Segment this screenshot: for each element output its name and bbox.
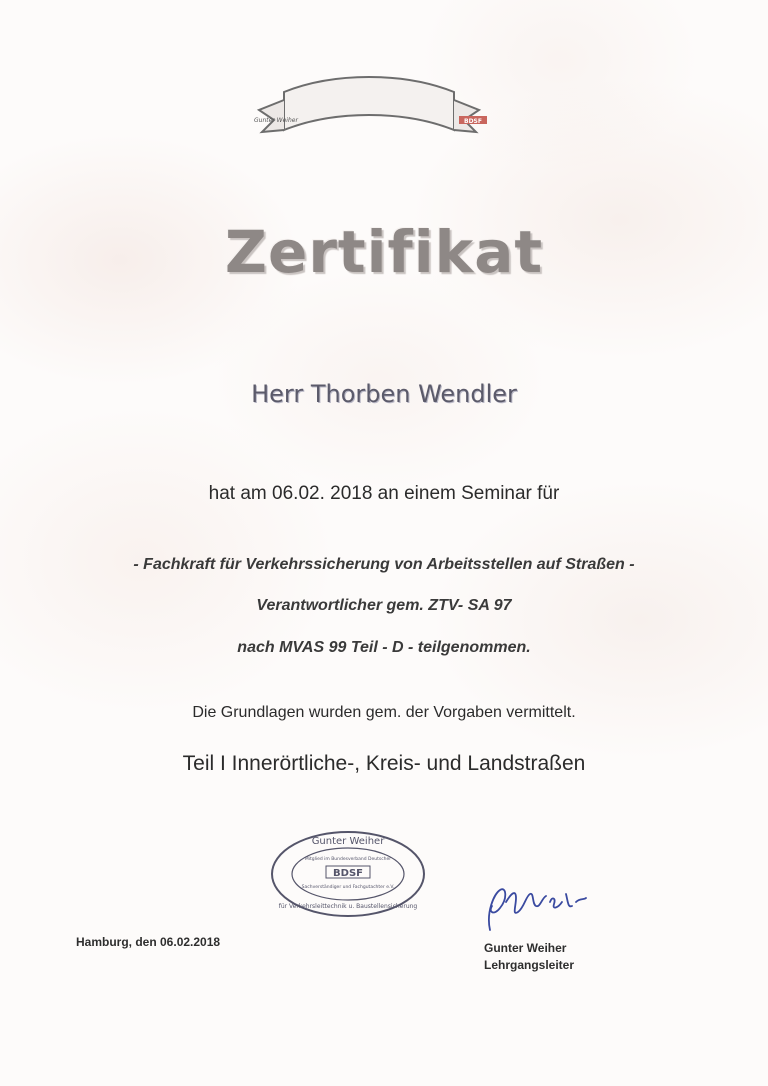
signer-block [484,940,574,974]
part-text: Teil I Innerörtliche-, Kreis- und Landstraßen [182,752,586,775]
place-date: Hamburg, den 06.02.2018 [76,935,221,949]
intro-text: hat am 06.02. 2018 an einem Seminar für [208,483,560,504]
qualification-line-3: nach MVAS 99 Teil - D - teilgenommen. [237,639,531,656]
certificate-title: Zertifikat [224,218,544,286]
handwritten-signature [476,872,596,938]
stamp-bottom-text: für Verkehrsleittechnik u. Baustellensicherung [278,903,418,910]
stamp-inner-text-2: BDSF [333,868,363,879]
stamp-top-text: Gunter Weiher [311,836,385,847]
qualification-line-1: - Fachkraft für Verkehrssicherung von Arbeitsstellen auf Straßen - [133,556,635,573]
stamp-inner-text-3: Sachverständiger und Fachgutachter e.V. [301,885,395,890]
signer-role: Lehrgangsleiter [484,958,575,972]
logo-mark: BDSF [464,118,482,125]
basis-text: Die Grundlagen wurden gem. der Vorgaben vermittelt. [192,704,576,721]
stamp-inner-text-1: Mitglied im Bundesverband Deutscher [304,857,392,862]
official-stamp [268,828,428,920]
signer-name: Gunter Weiher [484,941,567,955]
banner-logo [244,70,494,160]
recipient-name: Herr Thorben Wendler [251,380,517,408]
qualification-line-2: Verantwortlicher gem. ZTV- SA 97 [256,597,512,614]
logo-name: Gunter Weiher [254,117,298,124]
